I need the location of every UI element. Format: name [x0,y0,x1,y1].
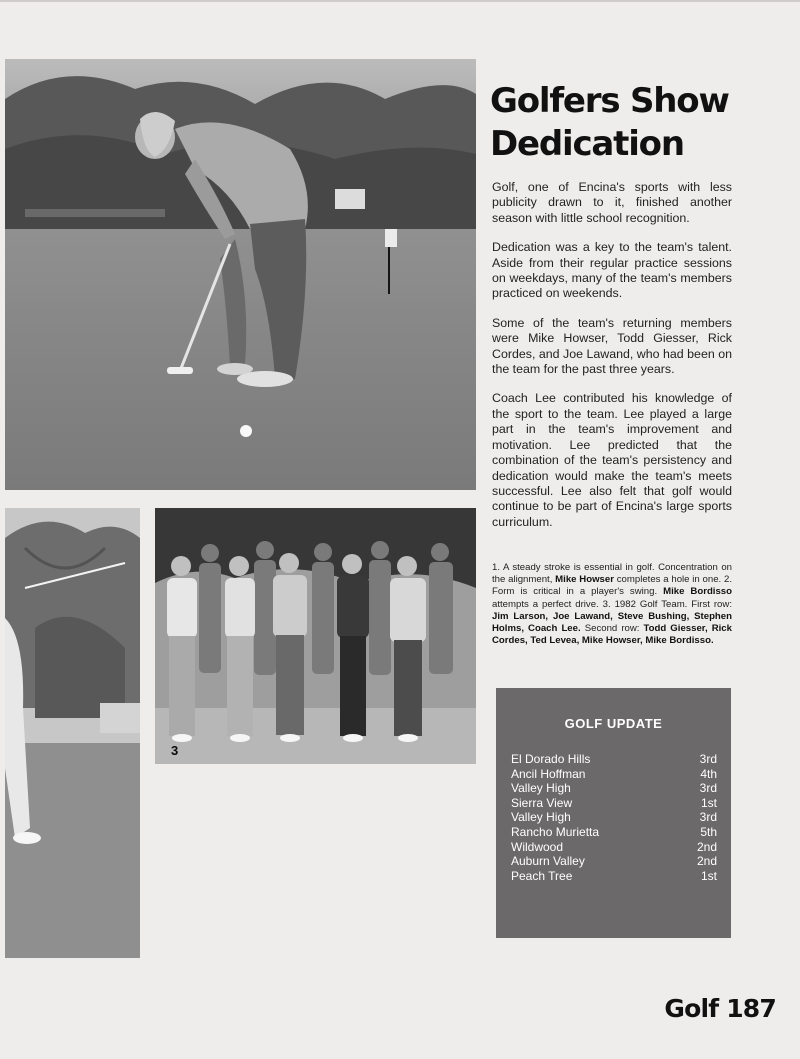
result-row [511,810,717,825]
result-place: 4th [700,766,717,781]
result-opponent: Rancho Murietta [511,824,600,839]
paragraph-4: Coach Lee contributed his knowledge of the sport to the team. Lee played a large part in the team's improvement and motivation. Lee predicted that the combination of the team's persistency and dedication would make the team's meets successful. Lee also felt that golf would continue to be part of Encina's large sports curriculum. [492,391,732,529]
caption-text: attempts a perfect drive. 3. 1982 Golf Team. First row: [492,598,732,610]
caption-text: completes a hole in one. 2. Form is critical in a player's swing. [492,574,732,598]
caption-name: Mike Bordisso [663,586,732,598]
photo-caption [492,562,732,647]
caption-text: Second row: [580,623,644,635]
result-place: 5th [700,824,717,839]
result-place: 2nd [696,854,717,869]
result-opponent: Ancil Hoffman [511,766,586,781]
caption-names-second-row: Todd Giesser, Rick Cordes, Ted Levea, Mike Howser, Mike Bordisso. [492,623,732,647]
result-row [511,781,717,796]
article-body [492,180,732,544]
caption-names-first-row: Jim Larson, Joe Lawand, Steve Bushing, Stephen Holms, Coach Lee. [492,610,732,635]
paragraph-3: Some of the team's returning members were Mike Howser, Todd Giesser, Rick Cordes, and Joe Lawand, who had been on the team for the past three years. [492,315,732,377]
golf-update-title: GOLF UPDATE [564,716,663,731]
result-place: 3rd [699,810,717,825]
result-place: 2nd [696,839,717,854]
photo-golf-team [155,508,476,764]
paragraph-1: Golf, one of Encina's sports with less publicity drawn to it, finished another season with little school recognition. [492,180,732,225]
result-row [511,854,717,869]
result-row [511,840,717,855]
result-opponent: Wildwood [511,839,564,854]
photo-golfer-putting [5,59,476,490]
result-row [511,752,717,767]
golf-update-box [496,688,731,938]
caption-name: Mike Howser [555,574,614,586]
page-edge [0,0,800,2]
headline: Golfers Show Dedication [490,81,729,164]
page-folio [664,994,776,1023]
paragraph-2: Dedication was a key to the team's talent. Aside from their regular practice sessions on weekdays, many of the team's members practiced on weekends. [492,240,732,301]
result-place: 3rd [699,752,717,766]
result-opponent: Valley High [511,810,571,825]
folio-section: Golf [664,994,719,1023]
results-list [511,752,717,883]
result-opponent: Peach Tree [511,868,573,883]
photo-golfer-swing [5,508,140,958]
result-place: 3rd [699,781,717,796]
result-opponent: Sierra View [511,795,573,810]
result-row [511,796,717,811]
result-row [511,825,717,840]
caption-text: 1. A steady stroke is essential in golf. Concentration on the alignment, [492,562,732,586]
result-row [511,767,717,782]
result-place: 1st [700,868,717,883]
result-opponent: Valley High [511,781,571,796]
photo-number: 3 [171,743,179,758]
result-place: 1st [700,795,717,810]
page-number: 187 [726,994,776,1023]
result-opponent: Auburn Valley [511,854,585,869]
result-row [511,869,717,884]
result-opponent: El Dorado Hills [511,752,591,766]
